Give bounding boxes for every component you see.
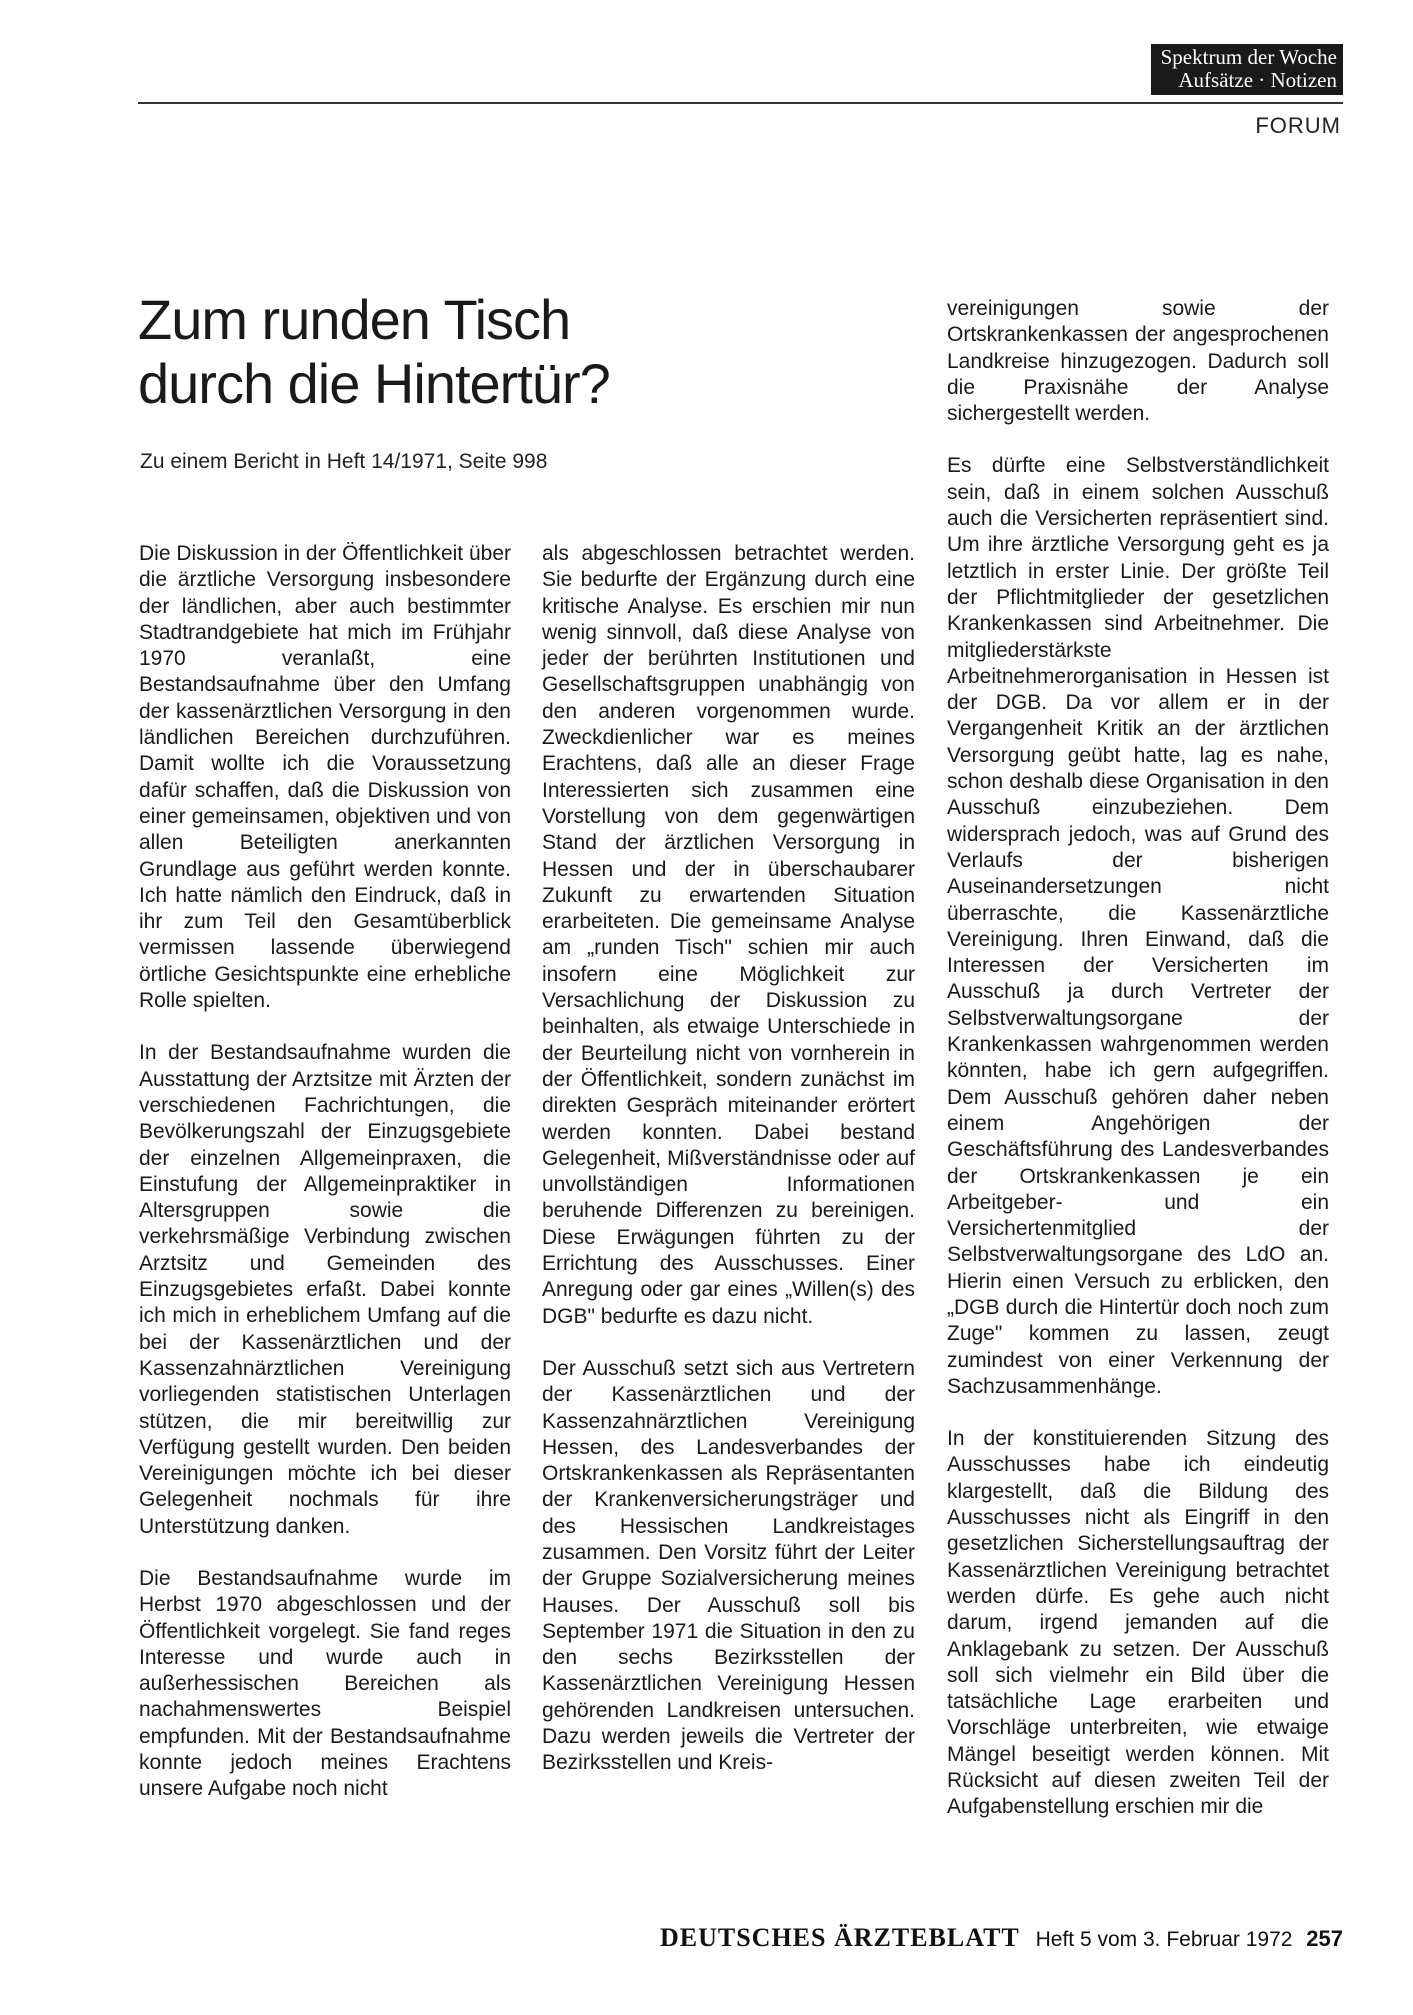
paragraph: vereinigungen sowie der Ortskrankenkassen der angesprochenen Landkreise hinzugezogen. Dadurch soll die Praxisnähe der Analyse sichergestellt werden.	[947, 297, 1329, 426]
text-column-1	[139, 541, 511, 1829]
paragraph: In der Bestandsaufnahme wurden die Ausstattung der Arztsitze mit Ärzten der verschiedenen Fachrichtungen, die Bevölkerungszahl der Einzugsgebiete der einzelnen Allgemeinpraxen, die Einstufung der Allgemeinpraktiker in Altersgruppen sowie die verkehrsmäßige Verbindung zwischen Arztsitz und Gemeinden des Einzugsgebietes erfaßt. Dabei konnte ich mich in erheblichem Umfang auf die bei der Kassenärztlichen und der Kassenzahnärztlichen Vereinigung vorliegenden statistischen Unterlagen stützen, die mir bereitwillig zur Verfügung gestellt wurden. Den beiden Vereinigungen möchte ich bei dieser Gelegenheit nochmals für ihre Unterstützung danken.	[139, 1041, 511, 1538]
section-tag-line1: Spektrum der Woche	[1160, 45, 1337, 69]
journal-name: DEUTSCHES ÄRZTEBLATT	[659, 1923, 1020, 1952]
page-number: 257	[1306, 1926, 1343, 1951]
title-line1: Zum runden Tisch	[138, 288, 571, 351]
paragraph: Es dürfte eine Selbstverständlichkeit sein, daß in einem solchen Ausschuß auch die Versicherten repräsentiert sind. Um ihre ärztliche Versorgung geht es ja letztlich in erster Linie. Der größte Teil der Pflichtmitglieder der gesetzlichen Krankenkassen sind Arbeitnehmer. Die mitgliederstärkste Arbeitnehmerorganisation in Hessen ist der DGB. Da vor allem er in der Vergangenheit Kritik an der ärztlichen Versorgung geübt hatte, lag es nahe, schon deshalb diese Organisation in den Ausschuß einzubeziehen. Dem widersprach jedoch, was auf Grund des Verlaufs der bisherigen Auseinandersetzungen nicht überraschte, die Kassenärztliche Vereinigung. Ihren Einwand, daß die Interessen der Versicherten im Ausschuß ja durch Vertreter der Selbstverwaltungsorgane der Krankenkassen wahrgenommen werden könnten, habe ich gern aufgegriffen. Dem Ausschuß gehören daher neben einem Angehörigen der Geschäftsführung des Landesverbandes der Ortskrankenkassen je ein Arbeitgeber- und ein Versichertenmitglied der Selbstverwaltungsorgane des LdO an. Hierin einen Versuch zu erblicken, den „DGB durch die Hintertür doch noch zum Zuge" kommen zu lassen, zeugt zumindest von einer Verkennung der Sachzusammenhänge.	[947, 454, 1329, 1398]
paragraph: Die Diskussion in der Öffentlichkeit über die ärztliche Versorgung insbesondere der ländlichen, aber auch bestimmter Stadtrandgebiete hat mich im Frühjahr 1970 veranlaßt, eine Bestandsaufnahme über den Umfang der kassenärztlichen Versorgung in den ländlichen Bereichen durchzuführen. Damit wollte ich die Voraussetzung dafür schaffen, daß die Diskussion von einer gemeinsamen, objektiven und von allen Beteiligten anerkannten Grundlage aus geführt werden konnte. Ich hatte nämlich den Eindruck, daß in ihr zum Teil den Gesamtüberblick vermissen lassende überwiegend örtliche Gesichtspunkte eine erhebliche Rolle spielten.	[139, 542, 511, 1013]
page-footer	[660, 1923, 1343, 1953]
header-rule	[138, 102, 1343, 104]
text-column-3	[947, 296, 1329, 1847]
issue-info: Heft 5 vom 3. Februar 1972	[1035, 1928, 1293, 1951]
text-column-2	[542, 541, 915, 1803]
paragraph: In der konstituierenden Sitzung des Ausschusses habe ich eindeutig klargestellt, daß die Bildung des Ausschusses nicht als Eingriff in den gesetzlichen Sicherstellungsauftrag der Kassenärztlichen Vereinigung betrachtet werden dürfe. Es gehe auch nicht darum, irgend jemanden auf die Anklagebank zu setzen. Der Ausschuß soll sich vielmehr ein Bild über die tatsächliche Lage erarbeiten und Vorschläge unterbreiten, wie etwaige Mängel beseitigt werden können. Mit Rücksicht auf diesen zweiten Teil der Aufgabenstellung erschien mir die	[947, 1427, 1329, 1819]
section-tag-line2: Aufsätze · Notizen	[1178, 68, 1337, 92]
section-tag	[1151, 44, 1343, 95]
paragraph: Der Ausschuß setzt sich aus Vertretern der Kassenärztlichen und der Kassenzahnärztlichen Vereinigung Hessen, des Landesverbandes der Ortskrankenkassen als Repräsentanten der Krankenversicherungsträger und des Hessischen Landkreistages zusammen. Den Vorsitz führt der Leiter der Gruppe Sozialversicherung meines Hauses. Der Ausschuß soll bis September 1971 die Situation in den zu den sechs Bezirksstellen der Kassenärztlichen Vereinigung Hessen gehörenden Landkreisen untersuchen. Dazu werden jeweils die Vertreter der Bezirksstellen und Kreis-	[542, 1356, 915, 1775]
paragraph: als abgeschlossen betrachtet werden. Sie bedurfte der Ergänzung durch eine kritische Analyse. Es erschien mir nun wenig sinnvoll, daß diese Analyse von jeder der berührten Institutionen und Gesellschaftsgruppen unabhängig von den anderen vorgenommen wurde. Zweckdienlicher war es meines Erachtens, daß alle an dieser Frage Interessierten sich zusammen eine Vorstellung von dem gegenwärtigen Stand der ärztlichen Versorgung in Hessen und der in überschaubarer Zukunft zu erwartenden Situation erarbeiteten. Die gemeinsame Analyse am „runden Tisch" schien mir auch insofern eine Möglichkeit zur Versachlichung der Diskussion zu beinhalten, als etwaige Unterschiede in der Beurteilung nicht von vornherein in der Öffentlichkeit, sondern zunächst im direkten Gespräch miteinander erörtert werden konnten. Dabei bestand Gelegenheit, Mißverständnisse oder auf unvollständigen Informationen beruhende Differenzen zu bereinigen. Diese Erwägungen führten zu der Errichtung des Ausschusses. Einer Anregung oder gar eines „Willen(s) des DGB" bedurfte es dazu nicht.	[542, 542, 915, 1328]
title-line2: durch die Hintertür?	[138, 352, 610, 415]
article-subtitle: Zu einem Bericht in Heft 14/1971, Seite 998	[140, 450, 548, 473]
article-title	[138, 288, 858, 416]
category-label: FORUM	[1255, 113, 1341, 138]
paragraph: Die Bestandsaufnahme wurde im Herbst 1970 abgeschlossen und der Öffentlichkeit vorgelegt. Sie fand reges Interesse und wurde auch in außerhessischen Bereichen als nachahmenswertes Beispiel empfunden. Mit der Bestandsaufnahme konnte jedoch meines Erachtens unsere Aufgabe noch nicht	[139, 1566, 511, 1801]
